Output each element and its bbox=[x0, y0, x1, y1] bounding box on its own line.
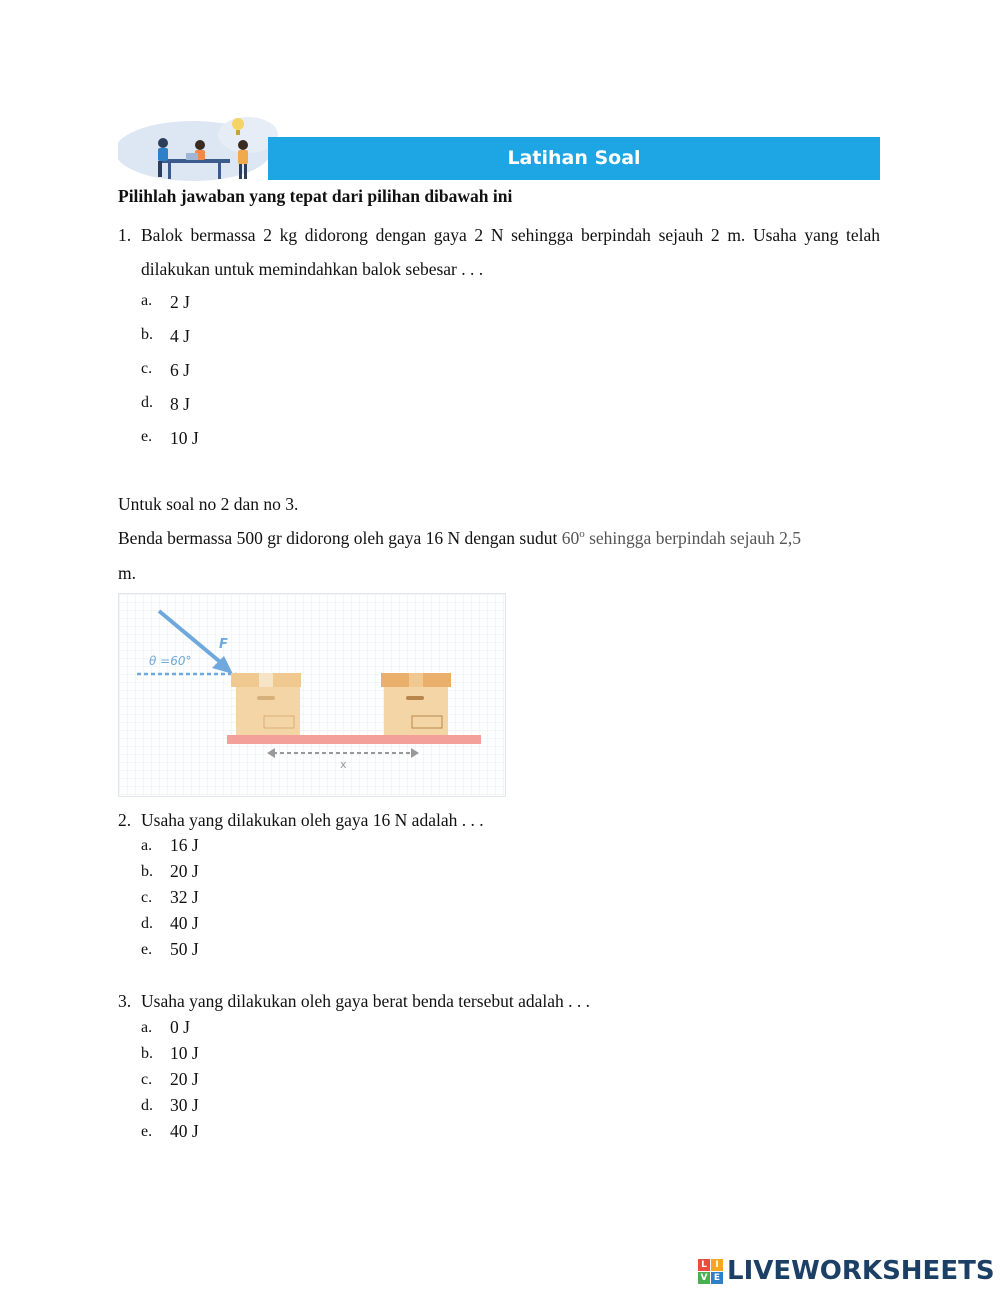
question-1-text: Balok bermassa 2 kg didorong dengan gaya 2 N sehingga berpindah sejauh 2 m. Usaha yang telah dilakukan untuk memindahkan balok sebesar . . . bbox=[141, 225, 880, 279]
question-2-number: 2. bbox=[118, 810, 132, 830]
option-letter: b. bbox=[141, 1045, 153, 1062]
option-text: 2 J bbox=[170, 292, 190, 312]
option-letter: b. bbox=[141, 863, 153, 880]
option-letter: e. bbox=[141, 941, 153, 958]
physics-figure bbox=[118, 593, 506, 797]
option-text: 32 J bbox=[170, 887, 199, 907]
option-letter: e. bbox=[141, 1123, 153, 1140]
question-2-text: Usaha yang dilakukan oleh gaya 16 N adalah . . . bbox=[141, 810, 484, 830]
option-letter: c. bbox=[141, 889, 153, 906]
option-letter: a. bbox=[141, 837, 153, 854]
instruction-text: Pilihlah jawaban yang tepat dari pilihan dibawah ini bbox=[118, 186, 513, 206]
option-text: 8 J bbox=[170, 394, 190, 414]
context-text-b: sehingga berpindah sejauh 2,5 bbox=[584, 528, 801, 548]
option-letter: d. bbox=[141, 1097, 153, 1114]
context-text-a: Benda bermassa 500 gr didorong oleh gaya 16 N dengan sudut bbox=[118, 528, 562, 548]
option-text: 50 J bbox=[170, 939, 199, 959]
option-text: 0 J bbox=[170, 1017, 190, 1037]
option-letter: d. bbox=[141, 915, 153, 932]
question-1-number: 1. bbox=[118, 225, 132, 245]
option-text: 10 J bbox=[170, 1043, 199, 1063]
floor bbox=[227, 735, 481, 744]
logo-tiles-icon bbox=[698, 1259, 723, 1284]
option-text: 40 J bbox=[170, 913, 199, 933]
liveworksheets-logo[interactable] bbox=[698, 1255, 995, 1287]
option-letter: c. bbox=[141, 1071, 153, 1088]
option-text: 40 J bbox=[170, 1121, 199, 1141]
box-initial bbox=[231, 673, 301, 735]
context-intro: Untuk soal no 2 dan no 3. bbox=[118, 494, 299, 514]
logo-text: LIVEWORKSHEETS bbox=[727, 1256, 995, 1286]
option-text: 6 J bbox=[170, 360, 190, 380]
logo-tile: E bbox=[711, 1272, 723, 1284]
logo-tile: V bbox=[698, 1272, 710, 1284]
illustration-people-icon bbox=[118, 115, 288, 181]
logo-tile: L bbox=[698, 1259, 710, 1271]
context-line-2: m. bbox=[118, 563, 136, 583]
option-letter: a. bbox=[141, 1019, 153, 1036]
option-text: 20 J bbox=[170, 1069, 199, 1089]
logo-tile: I bbox=[711, 1259, 723, 1271]
option-text: 4 J bbox=[170, 326, 190, 346]
box-final bbox=[381, 673, 451, 735]
option-text: 16 J bbox=[170, 835, 199, 855]
context-angle: 60 bbox=[561, 528, 580, 548]
force-label: F bbox=[219, 637, 228, 652]
banner-title: Latihan Soal bbox=[507, 147, 641, 169]
angle-label: θ =60° bbox=[149, 654, 192, 668]
option-text: 20 J bbox=[170, 861, 199, 881]
context-line-1 bbox=[118, 528, 880, 549]
question-3-number: 3. bbox=[118, 991, 132, 1011]
option-letter: d. bbox=[141, 394, 153, 411]
option-letter: e. bbox=[141, 428, 153, 445]
option-text: 30 J bbox=[170, 1095, 199, 1115]
option-letter: a. bbox=[141, 292, 153, 309]
header-banner bbox=[118, 115, 880, 181]
question-3-text: Usaha yang dilakukan oleh gaya berat benda tersebut adalah . . . bbox=[141, 991, 590, 1011]
distance-label: x bbox=[340, 758, 347, 771]
degree-symbol: o bbox=[579, 528, 585, 541]
option-letter: c. bbox=[141, 360, 153, 377]
option-letter: b. bbox=[141, 326, 153, 343]
option-text: 10 J bbox=[170, 428, 199, 448]
